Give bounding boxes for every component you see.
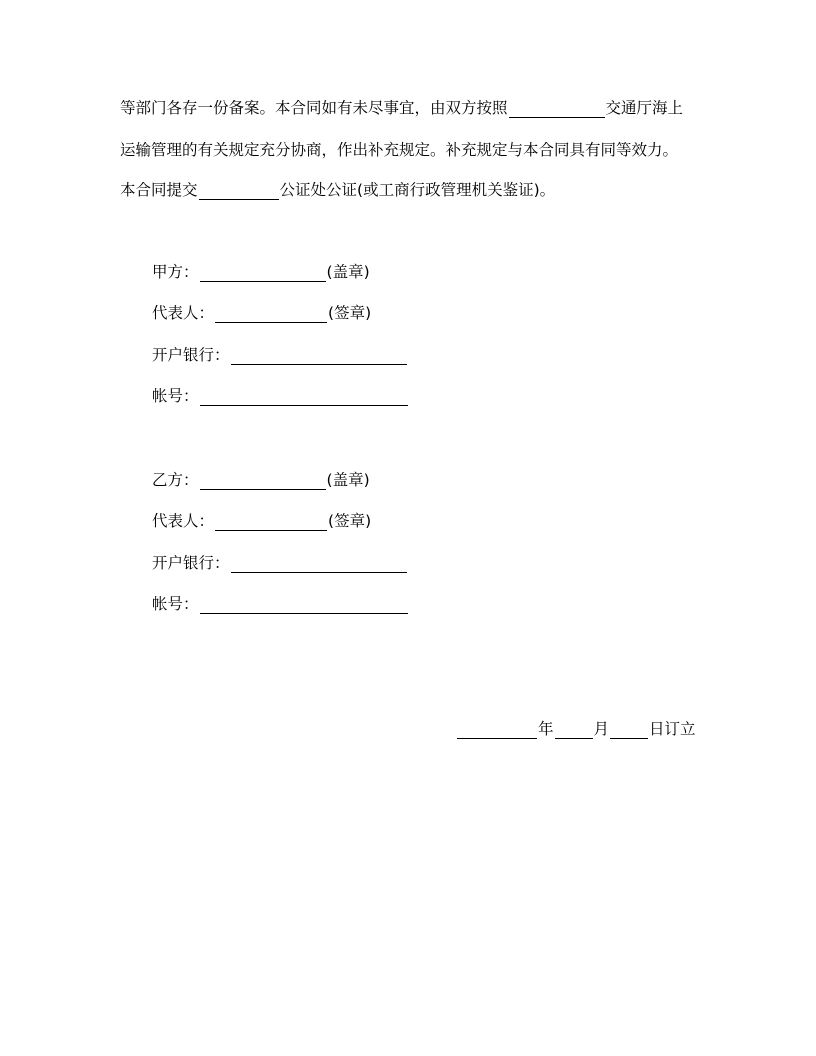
party-a-name-blank[interactable]: [200, 265, 326, 282]
paragraph-line-3-before: 本合同提交: [120, 181, 198, 199]
party-a-bank-row: [152, 345, 408, 365]
party-a-rep-blank[interactable]: [215, 306, 327, 323]
party-b-name-blank[interactable]: [200, 473, 326, 490]
paragraph-line-2: [120, 140, 678, 160]
party-a-name-suffix: (盖章): [326, 263, 370, 281]
party-b-bank-blank[interactable]: [231, 556, 407, 573]
party-b-name-label: 乙方：: [152, 471, 199, 489]
party-a-account-row: [152, 386, 409, 406]
party-b-account-label: 帐号：: [152, 595, 199, 613]
date-month-label: 月: [593, 720, 610, 738]
party-a-rep-suffix: (签章): [328, 304, 372, 322]
date-day-label: 日订立: [649, 720, 696, 738]
paragraph-line-1: [120, 98, 683, 118]
date-row: [456, 719, 696, 739]
paragraph-line-2-text: 运输管理的有关规定充分协商，作出补充规定。补充规定与本合同具有同等效力。: [120, 141, 679, 159]
party-a-account-label: 帐号：: [152, 387, 199, 405]
party-b-bank-row: [152, 553, 408, 573]
party-b-rep-label: 代表人：: [152, 512, 215, 530]
party-b-rep-blank[interactable]: [215, 514, 327, 531]
party-b-account-row: [152, 594, 409, 614]
party-b-name-suffix: (盖章): [326, 471, 370, 489]
party-a-rep-label: 代表人：: [152, 304, 215, 322]
party-a-bank-label: 开户银行：: [152, 346, 230, 364]
blank-line-notary[interactable]: [199, 183, 279, 200]
party-a-name-row: [152, 262, 370, 282]
party-a-rep-row: [152, 303, 371, 323]
paragraph-line-3-after: 公证处公证(或工商行政管理机关鉴证)。: [279, 181, 556, 199]
paragraph-line-1-after: 交通厅海上: [605, 99, 684, 117]
paragraph-line-1-text: 等部门各存一份备案。本合同如有未尽事宜，由双方按照: [120, 99, 508, 117]
blank-line-department[interactable]: [509, 101, 605, 118]
date-month-blank[interactable]: [555, 722, 593, 739]
date-year-label: 年: [538, 720, 554, 738]
party-a-account-blank[interactable]: [200, 389, 408, 406]
date-day-blank[interactable]: [610, 722, 648, 739]
party-b-bank-label: 开户银行：: [152, 554, 230, 572]
party-a-name-label: 甲方：: [152, 263, 199, 281]
date-year-blank[interactable]: [457, 722, 537, 739]
party-b-rep-row: [152, 511, 371, 531]
paragraph-line-3: [120, 180, 555, 200]
party-b-account-blank[interactable]: [200, 597, 408, 614]
party-b-rep-suffix: (签章): [328, 512, 372, 530]
party-b-name-row: [152, 470, 370, 490]
party-a-bank-blank[interactable]: [231, 348, 407, 365]
